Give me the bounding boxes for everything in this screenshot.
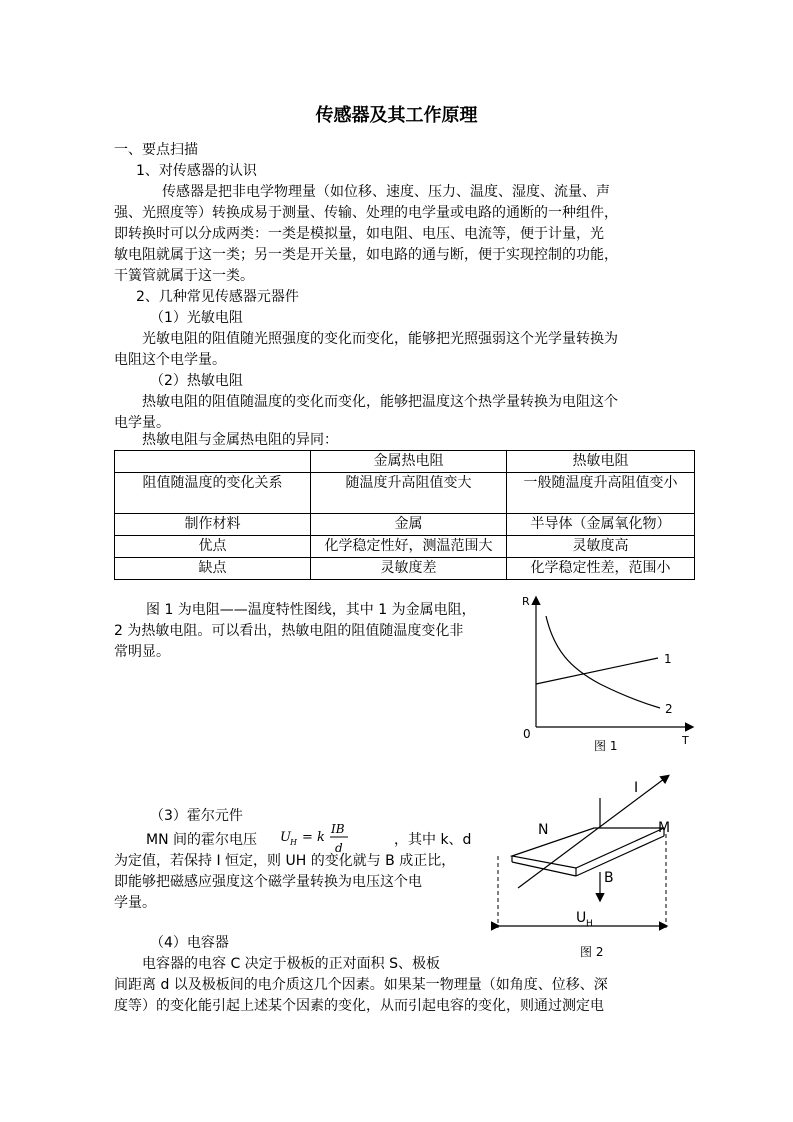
item-heading: （3）霍尔元件 (150, 808, 243, 824)
origin-label: 0 (523, 727, 531, 741)
table-cell: 随温度升高阻值变大 (311, 473, 507, 514)
paragraph-line: MN 间的霍尔电压 (146, 832, 258, 848)
item-heading: （1）光敏电阻 (150, 310, 243, 326)
paragraph-line: 光敏电阻的阻值随光照强度的变化而变化，能够把光照强弱这个光学量转换为 (142, 331, 618, 347)
formula-equals: = k (302, 830, 325, 845)
table-row (115, 473, 695, 514)
subsection-heading: 1、对传感器的认识 (136, 163, 257, 179)
label-B: B (604, 870, 614, 886)
page-title: 传感器及其工作原理 (315, 105, 478, 126)
table-row (115, 514, 695, 536)
paragraph-line: 间距离 d 以及极板间的电介质这几个因素。如果某一物理量（如角度、位移、深 (114, 977, 608, 993)
table-cell: 半导体（金属氧化物） (507, 514, 695, 536)
subsection-heading: 2、几种常见传感器元器件 (136, 289, 299, 305)
formula-lhs: U (280, 830, 291, 845)
label-M: M (658, 820, 671, 836)
paragraph-line: 电学量。 (114, 415, 170, 431)
paragraph-line: 干簧管就属于这一类。 (114, 268, 254, 284)
paragraph-line: 学量。 (114, 895, 156, 911)
table-cell: 阻值随温度的变化关系 (115, 473, 311, 514)
label-N: N (538, 822, 549, 838)
curve-1-metal (536, 658, 658, 684)
figure-2-caption: 图 2 (580, 945, 604, 959)
hall-plate (512, 828, 664, 868)
table-cell: 化学稳定性好，测温范围大 (311, 536, 507, 558)
section-heading: 一、要点扫描 (114, 142, 198, 158)
formula-subscript: H (290, 838, 297, 847)
table-cell: 缺点 (115, 558, 311, 580)
formula-numerator: IB (331, 822, 345, 836)
table-cell: 金属 (311, 514, 507, 536)
comparison-table (114, 450, 695, 580)
item-heading: （2）热敏电阻 (150, 373, 243, 389)
paragraph-line: 电阻这个电学量。 (114, 352, 226, 368)
paragraph-line: 电容器的电容 C 决定于极板的正对面积 S、极板 (142, 956, 441, 972)
item-heading: （4）电容器 (150, 935, 229, 951)
paragraph-line: ，其中 k、d (394, 832, 472, 848)
table-header-row (115, 451, 695, 473)
paragraph-line: 强、光照度等）转换成易于测量、传输、处理的电学量或电路的通断的一种组件， (114, 205, 618, 221)
figure-1-graph (510, 590, 700, 760)
y-axis-label: R (522, 595, 530, 608)
table-header-cell (115, 451, 311, 473)
paragraph-line: 即转换时可以分成两类：一类是模拟量，如电阻、电压、电流等，便于计量，光 (114, 226, 604, 242)
figure-2-hall-element (488, 768, 688, 968)
table-row (115, 536, 695, 558)
table-cell: 灵敏度高 (507, 536, 695, 558)
label-U-subscript: H (586, 919, 593, 929)
figure-1-caption: 图 1 (594, 739, 618, 753)
table-cell: 优点 (115, 536, 311, 558)
paragraph-line: 常明显。 (114, 644, 170, 660)
x-axis-label: T (682, 734, 689, 747)
table-cell: 制作材料 (115, 514, 311, 536)
curve-2-thermistor (546, 616, 660, 708)
paragraph-line: 传感器是把非电学物理量（如位移、速度、压力、温度、湿度、流量、声 (162, 184, 610, 200)
curve-2-label: 2 (665, 702, 673, 716)
paragraph-line: 图 1 为电阻——温度特性图线，其中 1 为金属电阻， (146, 602, 476, 618)
paragraph-line: 敏电阻就属于这一类；另一类是开关量，如电路的通与断，便于实现控制的功能， (114, 247, 618, 263)
table-intro: 热敏电阻与金属热电阻的异同： (142, 432, 338, 448)
paragraph-line: 热敏电阻的阻值随温度的变化而变化，能够把温度这个热学量转换为电阻这个 (142, 394, 618, 410)
paragraph-line: 度等）的变化能引起上述某个因素的变化，从而引起电容的变化，则通过测定电 (114, 998, 604, 1014)
table-header-cell: 热敏电阻 (507, 451, 695, 473)
paragraph-line: 为定值，若保持 I 恒定，则 UH 的变化就与 B 成正比， (114, 853, 456, 869)
label-U: U (576, 910, 587, 926)
table-cell: 化学稳定性差，范围小 (507, 558, 695, 580)
table-cell: 灵敏度差 (311, 558, 507, 580)
curve-1-label: 1 (664, 652, 672, 666)
label-I: I (634, 780, 639, 796)
table-cell: 一般随温度升高阻值变小 (507, 473, 695, 514)
table-row (115, 558, 695, 580)
table-header-cell: 金属热电阻 (311, 451, 507, 473)
paragraph-line: 即能够把磁感应强度这个磁学量转换为电压这个电 (114, 874, 422, 890)
paragraph-line: 2 为热敏电阻。可以看出，热敏电阻的阻值随温度变化非 (114, 623, 464, 639)
formula-denominator: d (335, 841, 343, 855)
